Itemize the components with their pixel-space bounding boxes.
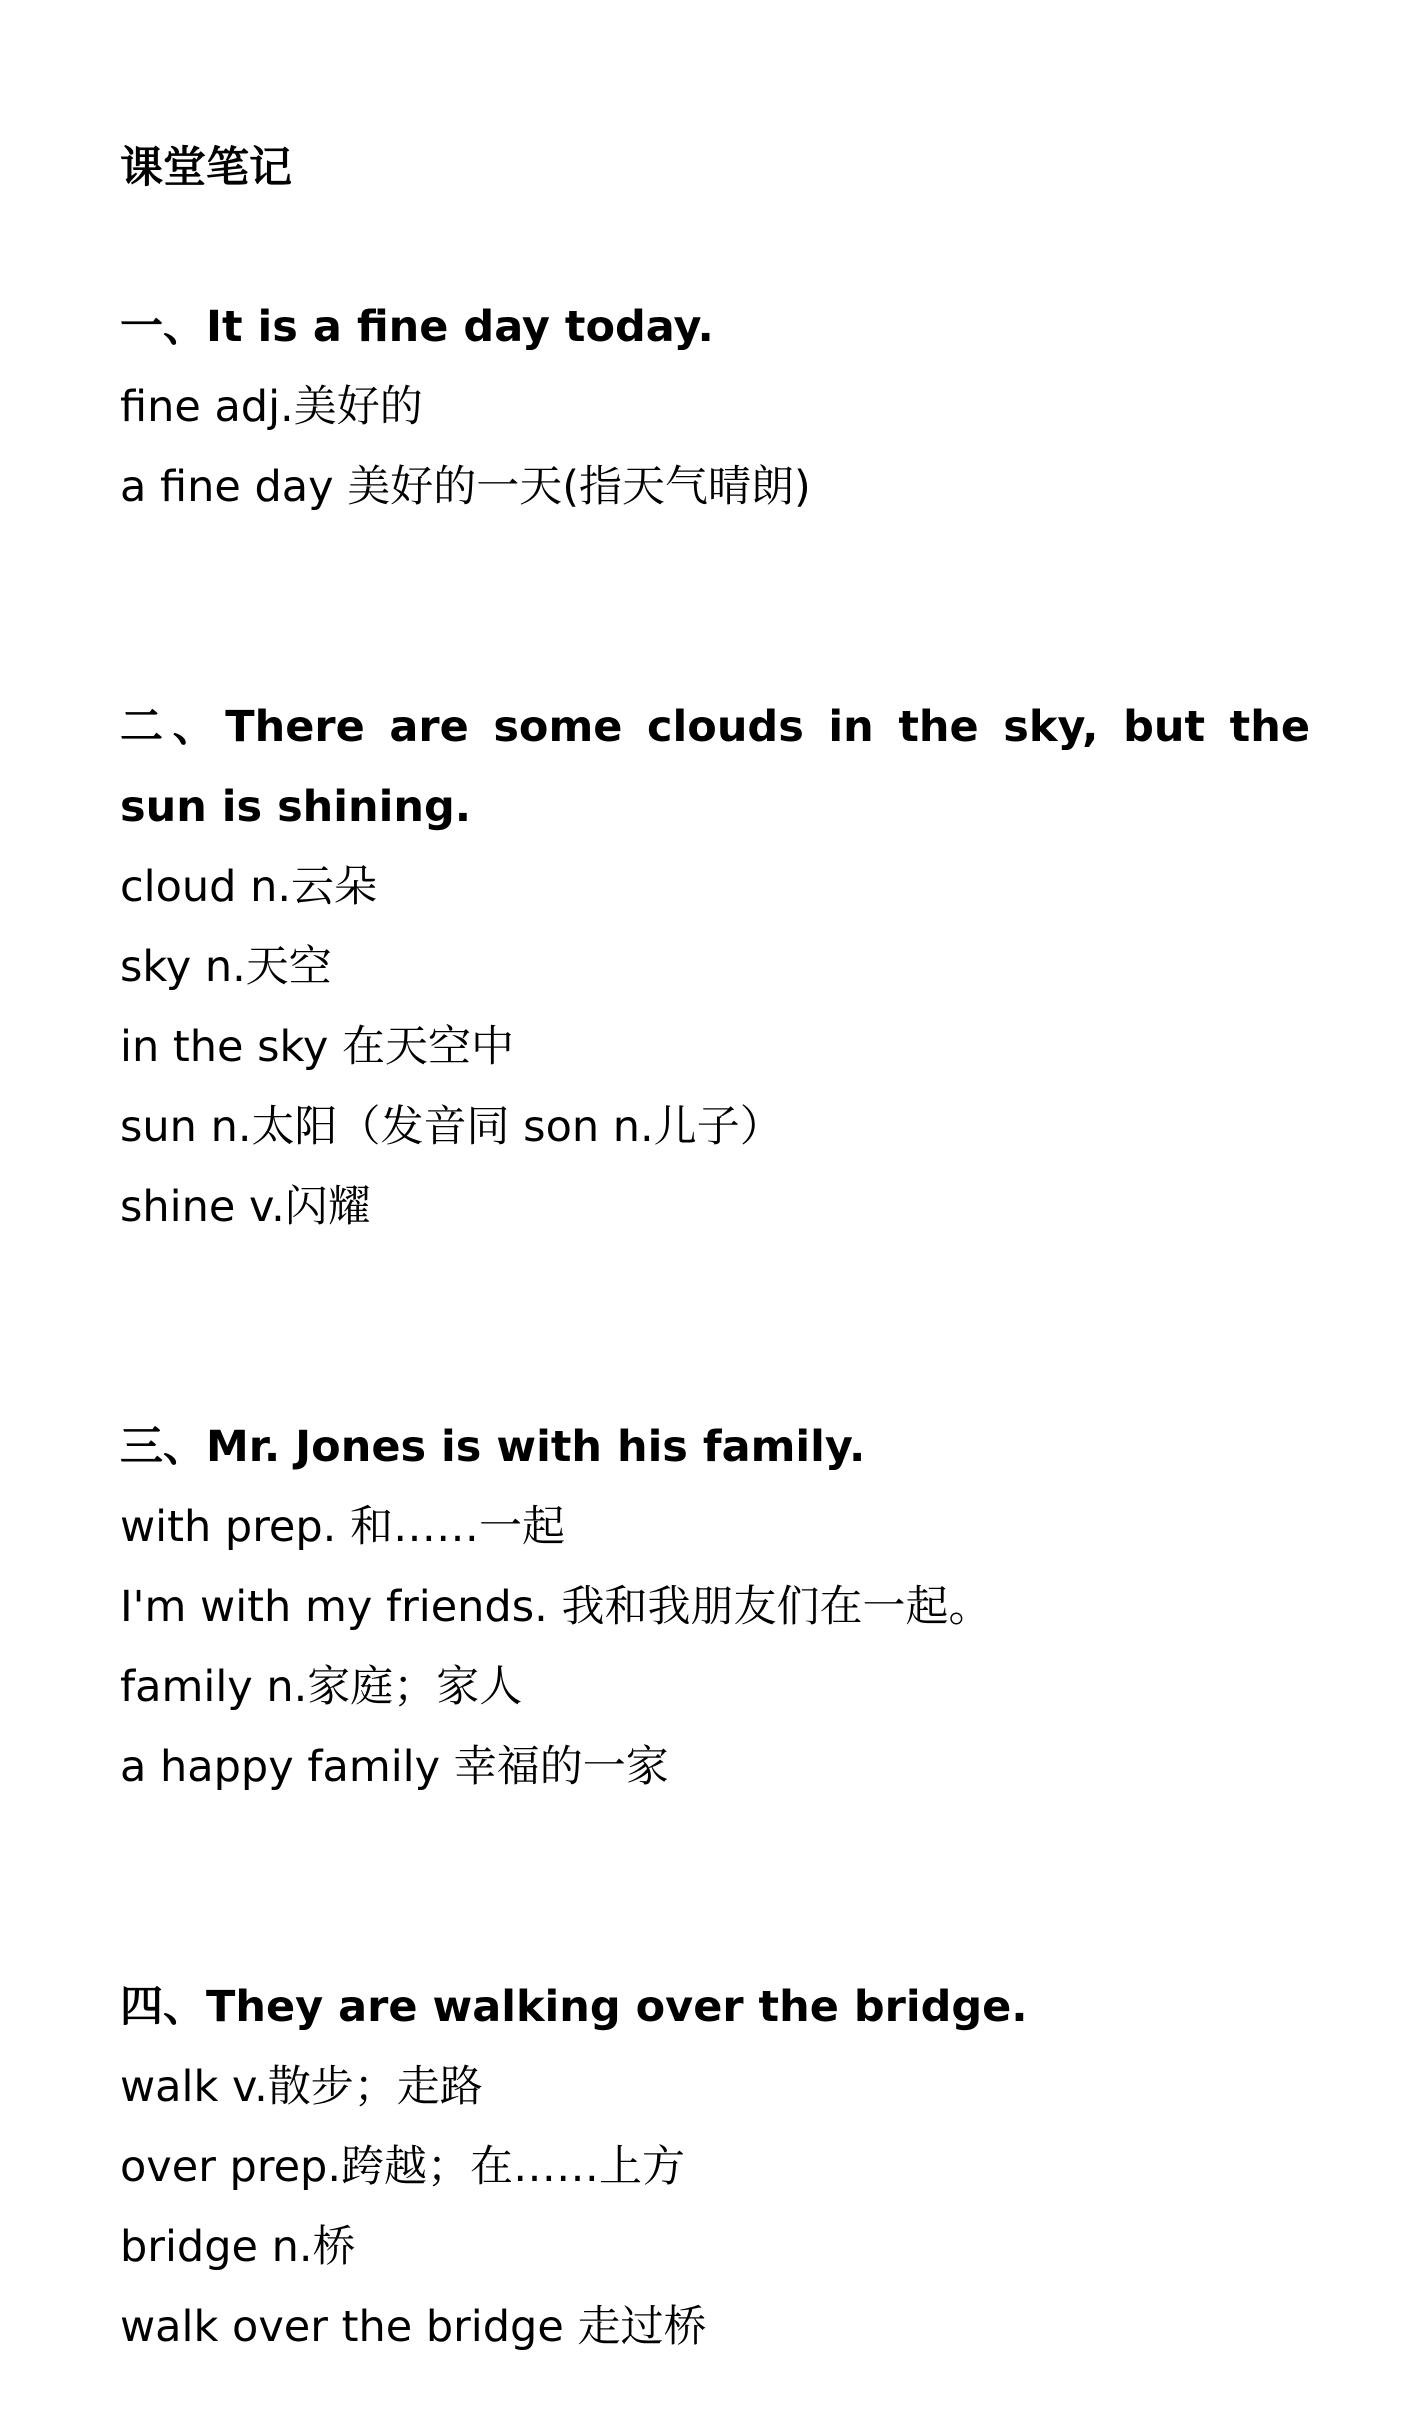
section-4-line-1: walk v.散步；走路 [120,2062,483,2112]
section-3-heading: 三、Mr. Jones is with his family. [120,1422,866,1472]
section-1-line-2: a fine day 美好的一天(指天气晴朗) [120,462,811,512]
section-3-line-2: I'm with my friends. 我和我朋友们在一起。 [120,1582,992,1632]
section-3-line-4: a happy family 幸福的一家 [120,1742,669,1792]
section-2-line-1: cloud n.云朵 [120,862,378,912]
section-2-line-4: sun n.太阳（发音同 son n.儿子） [120,1102,783,1152]
section-4-line-2: over prep.跨越；在……上方 [120,2142,686,2192]
section-4-heading: 四、They are walking over the bridge. [120,1982,1028,2032]
section-1-line-1: fine adj.美好的 [120,382,423,432]
section-3-line-1: with prep. 和……一起 [120,1502,566,1552]
section-2-line-3: in the sky 在天空中 [120,1022,514,1072]
section-1-heading: 一、It is a fine day today. [120,302,714,352]
section-2-heading: 二、There are some clouds in the sky, but the sun is shining. [120,702,1310,832]
section-3-line-3: family n.家庭；家人 [120,1662,523,1712]
section-2-line-5: shine v.闪耀 [120,1182,371,1232]
section-2-line-2: sky n.天空 [120,942,332,992]
section-4-line-4: walk over the bridge 走过桥 [120,2302,707,2352]
page-title: 课堂笔记 [120,143,292,193]
section-4-line-3: bridge n.桥 [120,2222,356,2272]
